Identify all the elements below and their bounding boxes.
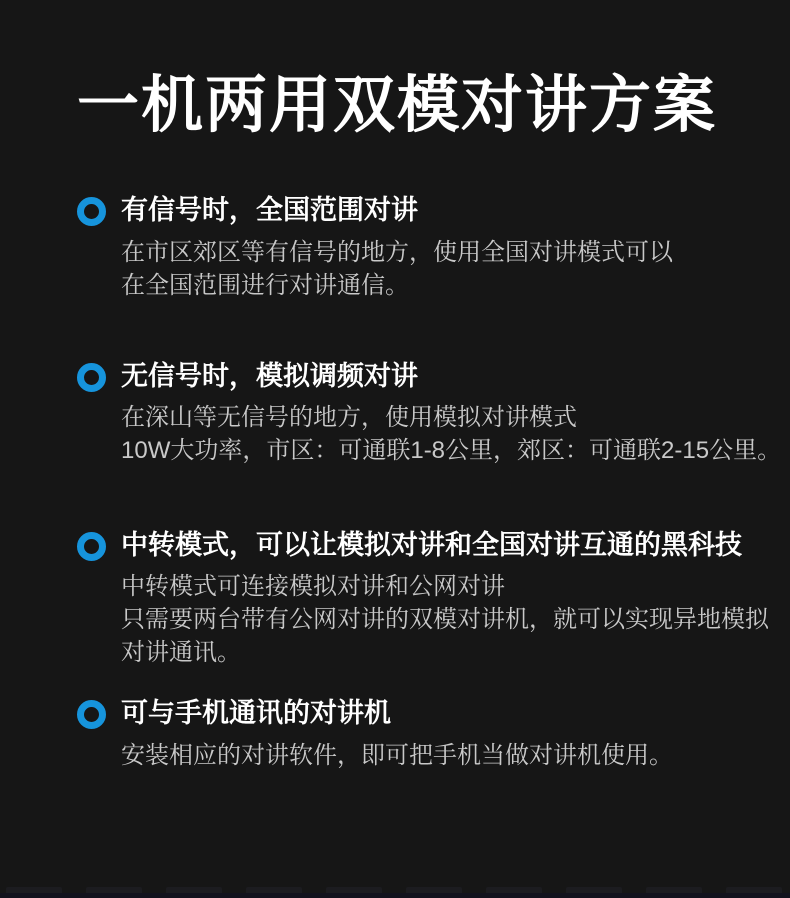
page-title: 一机两用双模对讲方案 <box>77 71 718 140</box>
feature-section-phone-comm <box>77 697 790 771</box>
ring-bullet-icon <box>77 197 106 226</box>
section-body <box>121 236 673 302</box>
section-heading: 中转模式，可以让模拟对讲和全国对讲互通的黑科技 <box>121 529 742 560</box>
feature-section-signal <box>77 194 790 301</box>
body-line: 在深山等无信号的地方，使用模拟对讲模式 <box>121 403 577 431</box>
body-line: 在市区郊区等有信号的地方，使用全国对讲模式可以 <box>121 238 673 266</box>
body-line: 安装相应的对讲软件，即可把手机当做对讲机使用。 <box>121 741 673 769</box>
section-heading: 有信号时，全国范围对讲 <box>121 195 418 226</box>
section-body <box>121 739 673 772</box>
section-body <box>121 401 781 467</box>
ring-bullet-icon <box>77 363 106 392</box>
feature-section-no-signal <box>77 360 790 467</box>
body-line: 在全国范围进行对讲通信。 <box>121 271 409 299</box>
body-line: 中转模式可连接模拟对讲和公网对讲 <box>121 573 505 601</box>
section-heading: 无信号时，模拟调频对讲 <box>121 360 418 391</box>
footer-strip <box>0 893 790 898</box>
body-line: 对讲通讯。 <box>121 639 241 667</box>
section-heading: 可与手机通讯的对讲机 <box>121 698 391 729</box>
ring-bullet-icon <box>77 700 106 729</box>
section-body <box>121 570 769 669</box>
body-line: 10W大功率，市区：可通联1-8公里，郊区：可通联2-15公里。 <box>121 436 782 464</box>
ring-bullet-icon <box>77 532 106 561</box>
feature-section-relay-mode <box>77 529 790 669</box>
body-line: 只需要两台带有公网对讲的双模对讲机，就可以实现异地模拟 <box>121 606 769 634</box>
